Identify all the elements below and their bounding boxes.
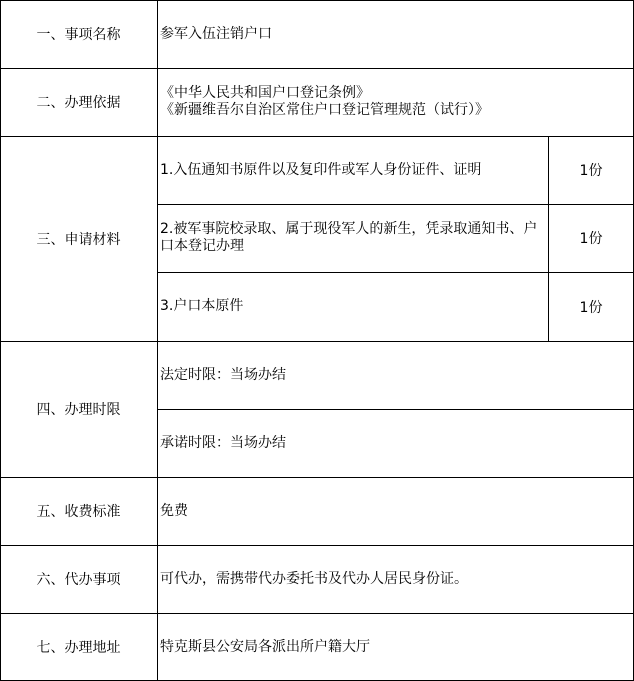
grid-line-row-5 [0, 545, 634, 546]
promised-time-limit-text: 承诺时限：当场办结 [160, 434, 286, 451]
label-item-name-text: 一、事项名称 [36, 27, 121, 43]
material-item-1-text: 1.入伍通知书原件以及复印件或军人身份证件、证明 [160, 161, 482, 178]
value-proxy-text: 可代办，需携带代办委托书及代办人居民身份证。 [160, 570, 468, 587]
grid-line-label-divider [157, 0, 158, 681]
label-proxy [0, 545, 157, 613]
legal-basis-line-1: 《中华人民共和国户口登记条例》 [160, 85, 370, 101]
material-item-3-text: 3.户口本原件 [160, 298, 244, 314]
value-legal-basis [157, 68, 634, 136]
label-fee-standard-text: 五、收费标准 [36, 504, 121, 520]
grid-line-row-6 [0, 613, 634, 614]
promised-time-limit [157, 409, 634, 477]
label-time-limit-text: 四、办理时限 [36, 402, 121, 418]
grid-line-row-1 [0, 68, 634, 69]
label-materials-text: 三、申请材料 [36, 231, 121, 248]
label-materials [0, 136, 157, 341]
material-item-2 [157, 204, 548, 272]
value-item-name [157, 0, 634, 68]
label-proxy-text: 六、代办事项 [36, 572, 121, 588]
grid-line-left [0, 0, 1, 681]
grid-line-row-4 [0, 477, 634, 478]
grid-line-material-1 [157, 204, 634, 205]
material-item-3-qty [548, 272, 634, 341]
material-item-2-qty [548, 204, 634, 272]
value-item-name-text: 参军入伍注销户口 [160, 25, 272, 42]
legal-time-limit-text: 法定时限：当场办结 [160, 366, 286, 383]
material-item-3 [157, 272, 548, 341]
label-time-limit [0, 341, 157, 477]
legal-basis-line-2: 《新疆维吾尔自治区常住户口登记管理规范（试行）》 [160, 102, 489, 118]
legal-basis-list [160, 85, 489, 119]
material-item-3-qty-text: 1份 [579, 299, 603, 316]
value-proxy [157, 545, 634, 613]
value-fee-standard [157, 477, 634, 545]
legal-time-limit [157, 341, 634, 409]
grid-line-top [0, 0, 634, 1]
material-item-2-qty-text: 1份 [579, 231, 603, 247]
grid-line-material-2 [157, 272, 634, 273]
value-address [157, 613, 634, 681]
label-legal-basis [0, 68, 157, 136]
value-address-text: 特克斯县公安局各派出所户籍大厅 [160, 638, 370, 655]
label-fee-standard [0, 477, 157, 545]
grid-line-time-limit [157, 409, 634, 410]
material-item-1-qty [548, 136, 634, 204]
label-address-text: 七、办理地址 [36, 640, 121, 656]
material-item-2-text: 2.被军事院校录取、属于现役军人的新生，凭录取通知书、户口本登记办理 [160, 221, 538, 254]
value-fee-standard-text: 免费 [160, 502, 188, 519]
grid-line-row-2 [0, 136, 634, 137]
material-item-1-qty-text: 1份 [579, 163, 603, 179]
grid-line-row-3 [0, 341, 634, 342]
grid-line-qty-divider [548, 136, 549, 341]
material-item-1 [157, 136, 548, 204]
label-address [0, 613, 157, 681]
label-legal-basis-text: 二、办理依据 [36, 95, 121, 111]
label-item-name [0, 0, 157, 68]
